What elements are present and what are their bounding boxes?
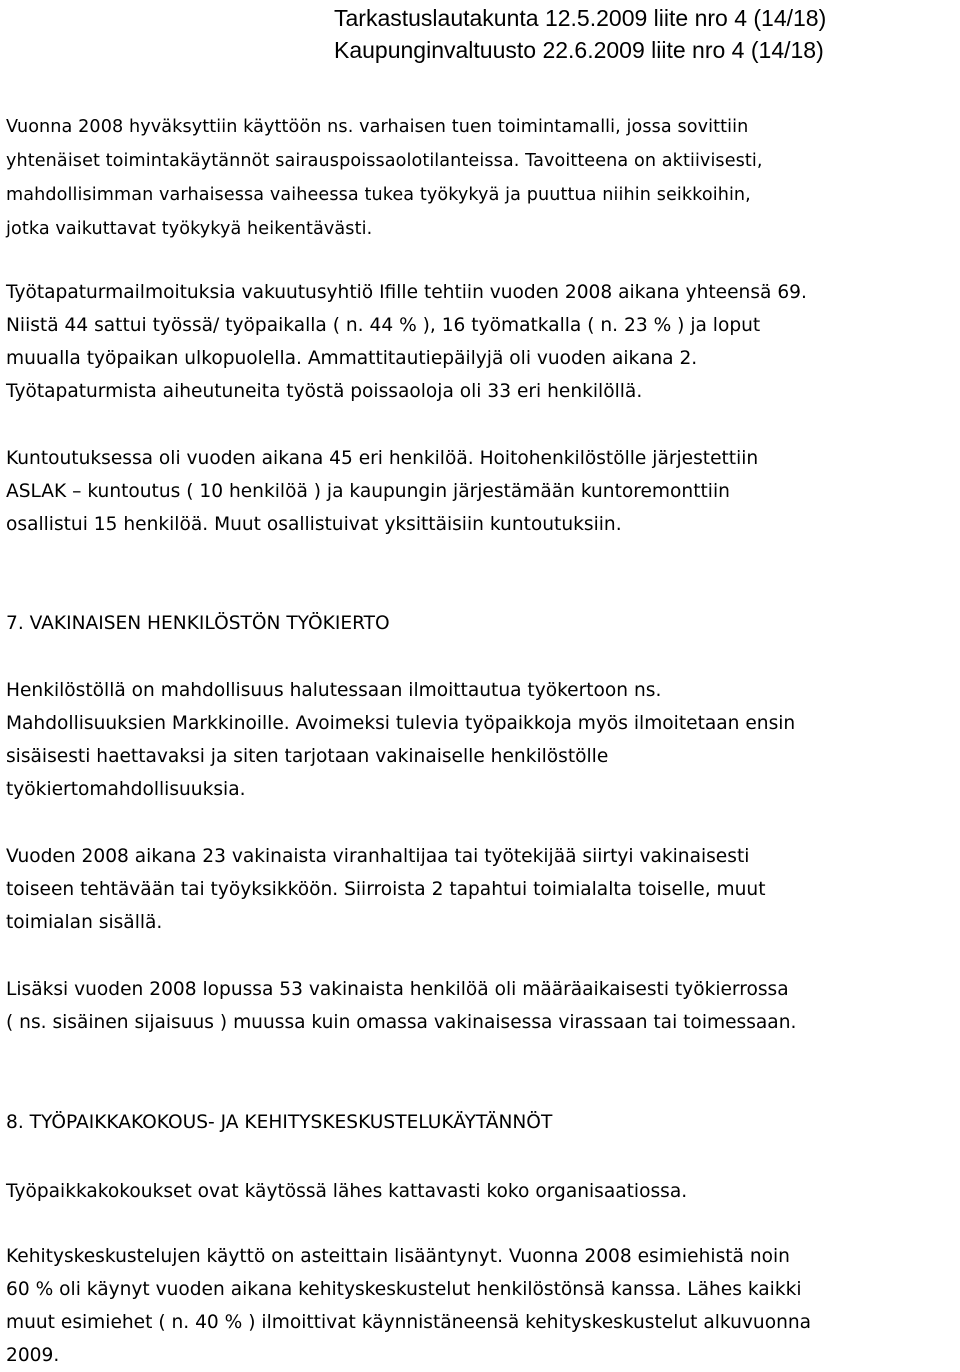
section-7-line: Vuoden 2008 aikana 23 vakinaista viranhaltijaa tai työtekijää siirtyi vakinaisesti <box>6 846 750 867</box>
section-8-line: muut esimiehet ( n. 40 % ) ilmoittivat käynnistäneensä kehityskeskustelut alkuvuonna <box>6 1312 812 1333</box>
header-line-1: Tarkastuslautakunta 12.5.2009 liite nro 4 (14/18) <box>334 5 827 31</box>
intro-line: jotka vaikuttavat työkykyä heikentävästi. <box>6 219 373 239</box>
rehab-line: osallistui 15 henkilöä. Muut osallistuivat yksittäisiin kuntoutuksiin. <box>6 514 622 535</box>
section-8-line: Työpaikkakokoukset ovat käytössä lähes kattavasti koko organisaatiossa. <box>6 1181 688 1202</box>
section-7-paragraph-2 <box>6 840 951 939</box>
section-7-line: Henkilöstöllä on mahdollisuus halutessaan ilmoittautua työkertoon ns. <box>6 680 662 701</box>
accidents-line: Työtapaturmailmoituksia vakuutusyhtiö Ifille tehtiin vuoden 2008 aikana yhteensä 69. <box>6 282 807 303</box>
section-7-line: Lisäksi vuoden 2008 lopussa 53 vakinaista henkilöä oli määräaikaisesti työkierrossa <box>6 979 789 1000</box>
section-8-paragraph-2 <box>6 1240 951 1372</box>
accidents-paragraph <box>6 276 951 408</box>
section-7-line: toimialan sisällä. <box>6 912 163 933</box>
section-8-heading: 8. TYÖPAIKKAKOKOUS- JA KEHITYSKESKUSTELUKÄYTÄNNÖT <box>6 1112 553 1133</box>
section-7-heading: 7. VAKINAISEN HENKILÖSTÖN TYÖKIERTO <box>6 613 390 634</box>
section-7-paragraph-1 <box>6 674 951 806</box>
section-7-paragraph-3 <box>6 973 951 1039</box>
section-8-line: 60 % oli käynyt vuoden aikana kehityskeskustelut henkilöstönsä kanssa. Lähes kaikki <box>6 1279 802 1300</box>
section-7-line: Mahdollisuuksien Markkinoille. Avoimeksi tulevia työpaikkoja myös ilmoitetaan ensin <box>6 713 796 734</box>
rehab-paragraph <box>6 442 951 541</box>
intro-paragraph <box>6 110 951 246</box>
intro-line: yhtenäiset toimintakäytännöt sairauspoissaolotilanteissa. Tavoitteena on aktiivisesti, <box>6 151 763 171</box>
intro-line: Vuonna 2008 hyväksyttiin käyttöön ns. varhaisen tuen toimintamalli, jossa sovittiin <box>6 117 749 137</box>
section-8-line: 2009. <box>6 1345 60 1366</box>
rehab-line: ASLAK – kuntoutus ( 10 henkilöä ) ja kaupungin järjestämään kuntoremonttiin <box>6 481 730 502</box>
section-8-paragraph-1 <box>6 1175 951 1208</box>
section-7-line: sisäisesti haettavaksi ja siten tarjotaan vakinaiselle henkilöstölle <box>6 746 609 767</box>
accidents-line: muualla työpaikan ulkopuolella. Ammattitautiepäilyjä oli vuoden aikana 2. <box>6 348 698 369</box>
intro-line: mahdollisimman varhaisessa vaiheessa tukea työkykyä ja puuttua niihin seikkoihin, <box>6 185 751 205</box>
section-7-line: toiseen tehtävään tai työyksikköön. Siirroista 2 tapahtui toimialalta toiselle, muut <box>6 879 766 900</box>
section-7-line: ( ns. sisäinen sijaisuus ) muussa kuin omassa vakinaisessa virassaan tai toimessaan. <box>6 1012 797 1033</box>
rehab-line: Kuntoutuksessa oli vuoden aikana 45 eri henkilöä. Hoitohenkilöstölle järjestettiin <box>6 448 759 469</box>
section-8-line: Kehityskeskustelujen käyttö on asteittain lisääntynyt. Vuonna 2008 esimiehistä noin <box>6 1246 790 1267</box>
page-header <box>334 2 826 66</box>
accidents-line: Työtapaturmista aiheutuneita työstä poissaoloja oli 33 eri henkilöllä. <box>6 381 643 402</box>
section-7-line: työkiertomahdollisuuksia. <box>6 779 246 800</box>
accidents-line: Niistä 44 sattui työssä/ työpaikalla ( n. 44 % ), 16 työmatkalla ( n. 23 % ) ja loput <box>6 315 761 336</box>
header-line-2: Kaupunginvaltuusto 22.6.2009 liite nro 4 (14/18) <box>334 37 824 63</box>
